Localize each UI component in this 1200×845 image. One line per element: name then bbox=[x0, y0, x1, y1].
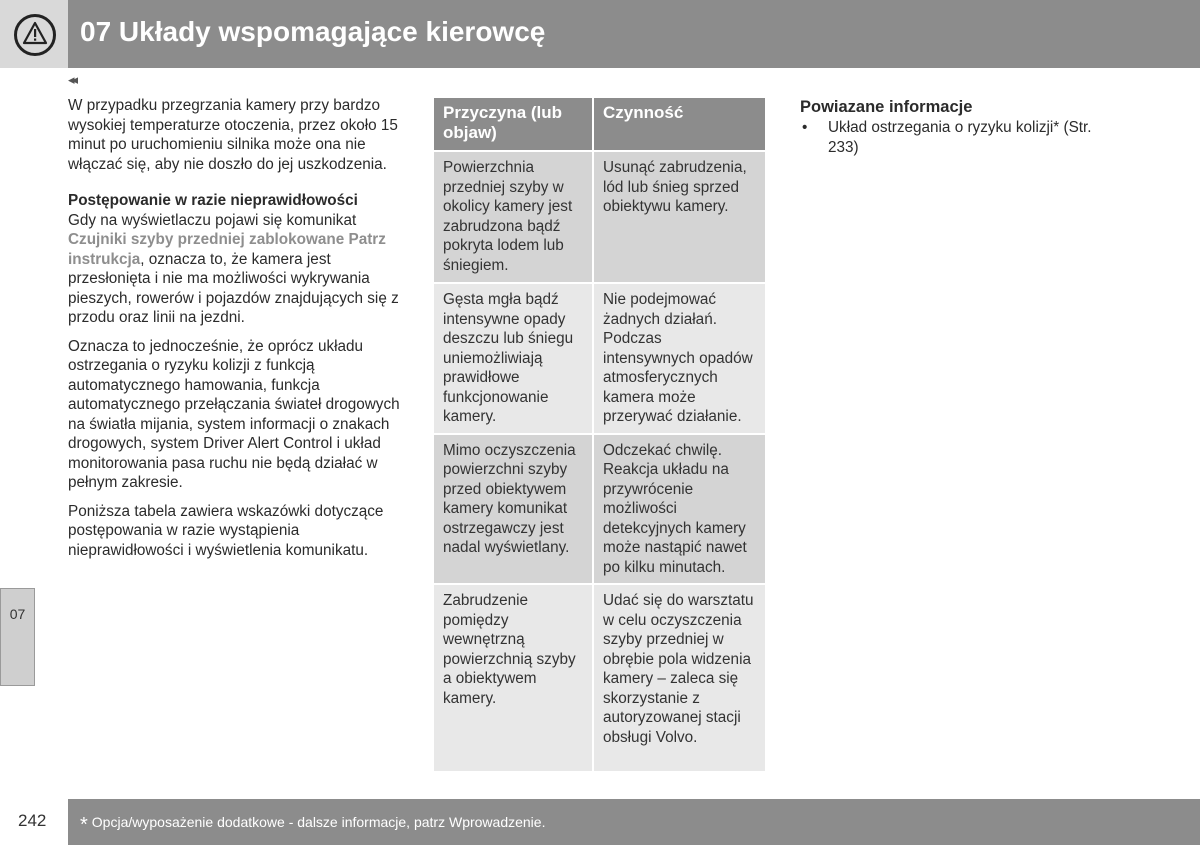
footnote bbox=[80, 814, 545, 837]
display-message: Czujniki szyby przedniej zablokowane Patrz instrukcja bbox=[68, 231, 386, 268]
header-icon-box bbox=[0, 0, 68, 68]
message-tail: , oznacza to, że kamera jest przesłonięta i nie ma możliwości wykrywania pieszych, rowerów i pojazdów znajdujących się z przodu oraz linii na jezdni. bbox=[68, 250, 399, 326]
bullet-icon: • bbox=[802, 119, 808, 136]
action-cell: Usunąć zabrudzenia, lód lub śnieg sprzed obiektywu kamery. bbox=[593, 151, 765, 283]
intro-paragraph: W przypadku przegrzania kamery przy bardzo wysokiej temperaturze otoczenia, przez około 15 minut po uruchomieniu silnika może ona nie włączać się, aby nie doszło do jej uszkodzenia. bbox=[68, 97, 398, 173]
warning-triangle-icon bbox=[14, 14, 56, 56]
table-row bbox=[434, 434, 765, 585]
asterisk-icon: * bbox=[80, 814, 88, 836]
paragraph-3: Poniższa tabela zawiera wskazówki dotyczące postępowania w razie wystąpienia nieprawidłowości i wyświetlenia komunikatu. bbox=[68, 502, 384, 559]
column-header-action: Czynność bbox=[593, 98, 765, 151]
cause-cell: Mimo oczyszczenia powierzchni szyby przed obiektywem kamery komunikat ostrzegawczy jest nadal wyświetlany. bbox=[434, 434, 593, 585]
section-heading: Postępowanie w razie nieprawidłowości bbox=[68, 192, 358, 209]
page-number: 242 bbox=[18, 811, 47, 830]
action-cell: Udać się do warsztatu w celu oczyszczenia szyby przedniej w obrębie pola widzenia kamery – zaleca się skorzystanie z autoryzowanej stacji obsługi Volvo. bbox=[593, 584, 765, 772]
cause-cell: Gęsta mgła bądź intensywne opady deszczu lub śniegu uniemożliwiają prawidłowe funkcjonowanie kamery. bbox=[434, 283, 593, 434]
table-row bbox=[434, 151, 765, 283]
related-info-heading: Powiazane informacje bbox=[800, 98, 973, 116]
column-header-cause: Przyczyna (lub objaw) bbox=[434, 98, 593, 151]
action-cell: Nie podejmować żadnych działań. Podczas intensywnych opadów atmosferycznych kamera może przerywać działanie. bbox=[593, 283, 765, 434]
paragraph-2: Oznacza to jednocześnie, że oprócz układu ostrzegania o ryzyku kolizji z funkcją automatycznego hamowania, funkcja automatycznego przełączania świateł drogowych na światła mijania, system informacji o znakach drogowych, system Driver Alert Control i układ monitorowania pasa ruchu nie będą działać w pełnym zakresie. bbox=[68, 337, 400, 491]
table-header-row bbox=[434, 98, 765, 151]
continuation-mark: ◂◂ bbox=[68, 72, 76, 87]
troubleshooting-table bbox=[434, 98, 765, 773]
action-cell: Odczekać chwilę. Reakcja układu na przywrócenie możliwości detekcyjnych kamery może nastąpić nawet po kilku minutach. bbox=[593, 434, 765, 585]
footnote-text: Opcja/wyposażenie dodatkowe - dalsze informacje, patrz Wprowadzenie. bbox=[91, 814, 546, 830]
table-row bbox=[434, 283, 765, 434]
message-lead: Gdy na wyświetlaczu pojawi się komunikat bbox=[68, 211, 357, 229]
chapter-side-tab: 07 bbox=[0, 588, 35, 686]
related-link[interactable] bbox=[800, 118, 1100, 157]
left-column bbox=[68, 96, 403, 569]
right-column bbox=[800, 97, 1100, 157]
table-row bbox=[434, 584, 765, 772]
chapter-title: 07 Układy wspomagające kierowcę bbox=[80, 16, 546, 47]
cause-cell: Zabrudzenie pomiędzy wewnętrzną powierzchnią szyby a obiektywem kamery. bbox=[434, 584, 593, 772]
message-paragraph bbox=[68, 211, 403, 328]
cause-cell: Powierzchnia przedniej szyby w okolicy kamery jest zabrudzona bądź pokryta lodem lub śniegiem. bbox=[434, 151, 593, 283]
related-link-text: Układ ostrzegania o ryzyku kolizji* (Str. 233) bbox=[828, 119, 1092, 156]
